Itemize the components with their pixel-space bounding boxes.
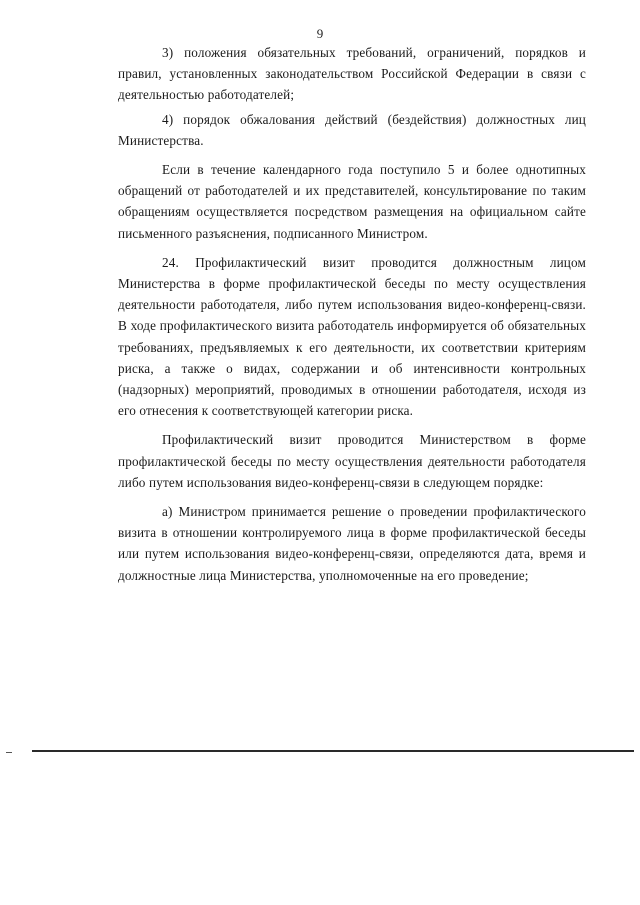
paragraph-consultation-rule: Если в течение календарного года поступило 5 и более однотипных обращений от работодателей и их представителей, консультирование по таким обращениям осуществляется посредством размещения на официальном сайте письменного разъяснения, подписанного Министром.: [118, 162, 586, 241]
paragraph-item-4: 4) порядок обжалования действий (бездействия) должностных лиц Министерства.: [118, 111, 586, 148]
paragraph-visit-procedure: Профилактический визит проводится Министерством в форме профилактической беседы по месту осуществления деятельности работодателя либо путем использования видео-конференц-связи в следующем порядке:: [118, 432, 586, 490]
document-body: [118, 42, 586, 589]
paragraph-subitem-a: а) Министром принимается решение о проведении профилактического визита в отношении контролируемого лица в форме профилактической беседы или путем использования видео-конференц-связи, определяются дата, время и должностные лица Министерства, уполномоченные на его проведение;: [118, 504, 586, 583]
paragraph-24: 24. Профилактический визит проводится должностным лицом Министерства в форме профилактической беседы по месту осуществления деятельности работодателя, либо путем использования видео-конференц-связи. В ходе профилактического визита работодатель информируется об обязательных требованиях, предъявляемых к его деятельности, их соответствии критериям риска, а также о видах, содержании и об интенсивности контрольных (надзорных) мероприятий, проводимых в отношении работодателя, исходя из его отнесения к соответствующей категории риска.: [118, 254, 586, 419]
scan-edge-mark: [6, 752, 12, 753]
page-number: 9: [316, 26, 324, 41]
paragraph-item-3: 3) положения обязательных требований, ограничений, порядков и правил, установленных законодательством Российской Федерации в связи с деятельностью работодателей;: [118, 45, 586, 103]
page-bottom-rule: [32, 750, 634, 752]
